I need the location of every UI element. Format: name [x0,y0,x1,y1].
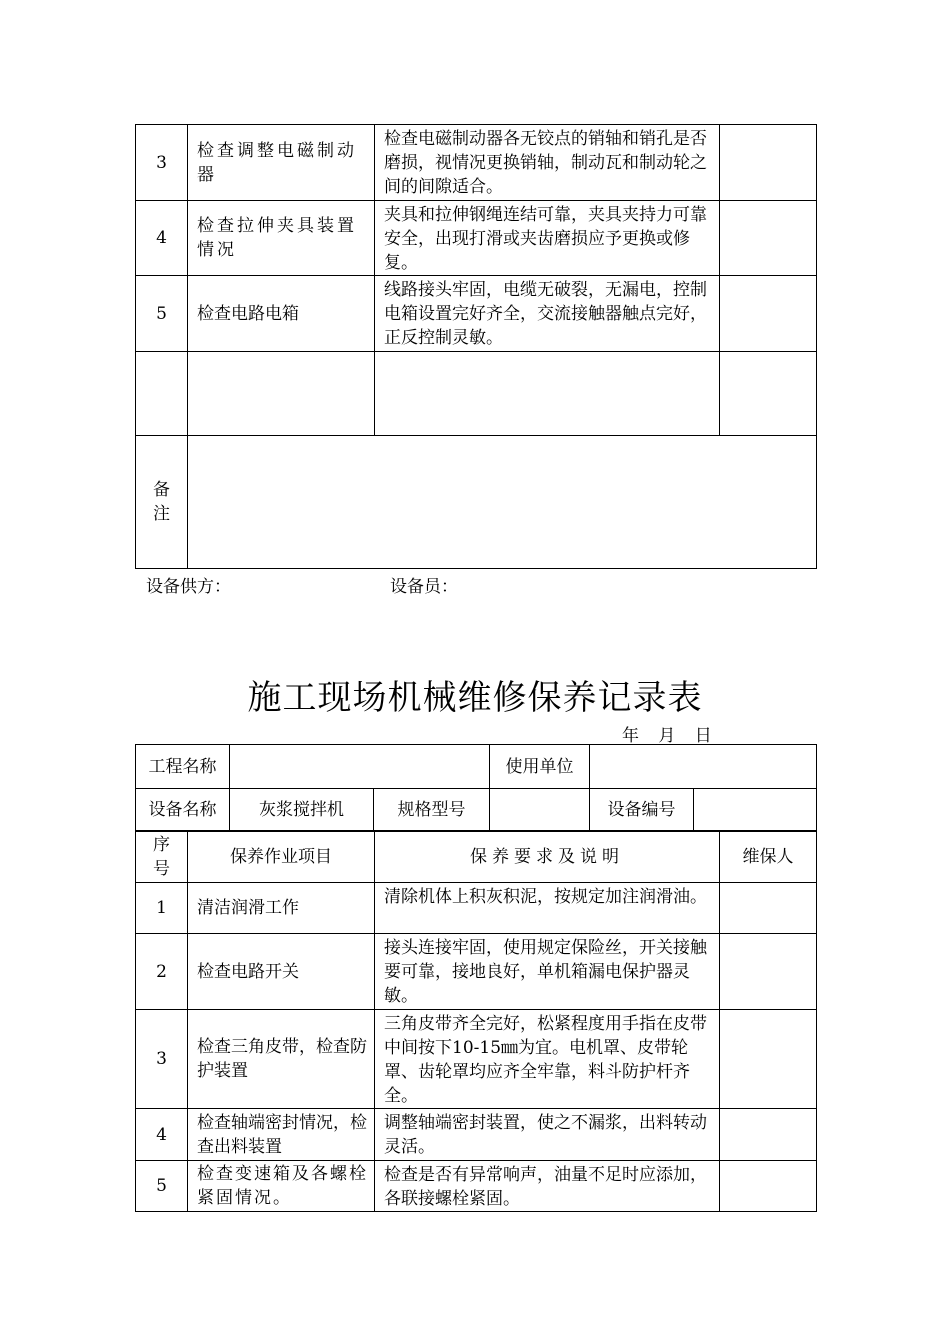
table-row [136,1161,817,1212]
maintenance-requirement: 接头连接牢固，使用规定保险丝，开关接触要可靠，接地良好，单机箱漏电保护器灵敏。 [375,934,720,1010]
empty-cell[interactable] [375,352,720,436]
empty-cell[interactable] [136,352,188,436]
maintainer-cell[interactable] [720,1010,817,1109]
maintenance-record-table [135,830,817,1212]
user-unit-field[interactable] [590,745,817,789]
operator-signature-label: 设备员： [390,577,458,597]
row-number: 2 [136,934,188,1010]
column-header-row [136,831,817,883]
row-number: 5 [136,1161,188,1212]
table-row [136,125,817,201]
project-name-label: 工程名称 [136,745,230,789]
remarks-field[interactable] [188,436,817,569]
table-row [136,276,817,352]
maintenance-item: 检查调整电磁制动器 [188,125,375,201]
remarks-row [136,436,817,569]
table-row [136,1010,817,1109]
maintainer-cell[interactable] [720,883,817,934]
empty-cell[interactable] [720,352,817,436]
maintenance-item: 检查三角皮带，检查防护装置 [188,1010,375,1109]
maintainer-cell[interactable] [720,125,817,201]
maintenance-table-continued [135,124,817,569]
maintenance-item: 检查电路电箱 [188,276,375,352]
maintainer-cell[interactable] [720,934,817,1010]
row-number: 4 [136,1109,188,1161]
equipment-name-field[interactable]: 灰浆搅拌机 [230,789,374,832]
remarks-label: 备 注 [136,436,188,569]
equipment-row [136,789,817,832]
spec-field[interactable] [490,789,590,832]
maintenance-requirement: 检查电磁制动器各无铰点的销轴和销孔是否磨损，视情况更换销轴，制动瓦和制动轮之间的间隙适合。 [375,125,720,201]
spec-label: 规格型号 [374,789,490,832]
row-number: 5 [136,276,188,352]
page-title: 施工现场机械维修保养记录表 [247,678,703,718]
maintenance-requirement: 检查是否有异常响声，油量不足时应添加，各联接螺栓紧固。 [375,1161,720,1212]
equipment-name-label: 设备名称 [136,789,230,832]
project-row [136,745,817,789]
equipment-no-label: 设备编号 [590,789,694,832]
row-number: 4 [136,201,188,276]
table-row [136,201,817,276]
empty-row [136,352,817,436]
maintenance-item: 检查轴端密封情况，检查出料装置 [188,1109,375,1161]
column-header-requirement: 保养要求及说明 [375,831,720,883]
maintenance-requirement: 调整轴端密封装置，使之不漏浆，出料转动灵活。 [375,1109,720,1161]
row-number: 3 [136,125,188,201]
maintenance-requirement: 三角皮带齐全完好，松紧程度用手指在皮带中间按下10-15㎜为宜。电机罩、皮带轮罩、齿轮罩均应齐全牢靠，料斗防护杆齐全。 [375,1010,720,1109]
maintenance-item: 清洁润滑工作 [188,883,375,934]
maintainer-cell[interactable] [720,1161,817,1212]
maintenance-item: 检查电路开关 [188,934,375,1010]
date-line: 年 月 日 [622,726,712,746]
maintenance-requirement: 线路接头牢固，电缆无破裂，无漏电，控制电箱设置完好齐全，交流接触器触点完好，正反控制灵敏。 [375,276,720,352]
column-header-item: 保养作业项目 [188,831,375,883]
row-number: 1 [136,883,188,934]
maintenance-item: 检查拉伸夹具装置情况 [188,201,375,276]
maintenance-requirement: 清除机体上积灰积泥，按规定加注润滑油。 [375,883,720,934]
maintainer-cell[interactable] [720,201,817,276]
table-row [136,934,817,1010]
maintainer-cell[interactable] [720,276,817,352]
empty-cell[interactable] [188,352,375,436]
maintenance-requirement: 夹具和拉伸钢绳连结可靠，夹具夹持力可靠安全，出现打滑或夹齿磨损应予更换或修复。 [375,201,720,276]
row-number: 3 [136,1010,188,1109]
column-header-maintainer: 维保人 [720,831,817,883]
table-row [136,883,817,934]
equipment-no-field[interactable] [694,789,817,832]
user-unit-label: 使用单位 [490,745,590,789]
maintainer-cell[interactable] [720,1109,817,1161]
table-row [136,1109,817,1161]
header-info-table [135,744,817,832]
supplier-signature-label: 设备供方： [146,577,231,597]
project-name-field[interactable] [230,745,490,789]
column-header-number: 序 号 [136,831,188,883]
maintenance-item: 检查变速箱及各螺栓紧固情况。 [188,1161,375,1212]
